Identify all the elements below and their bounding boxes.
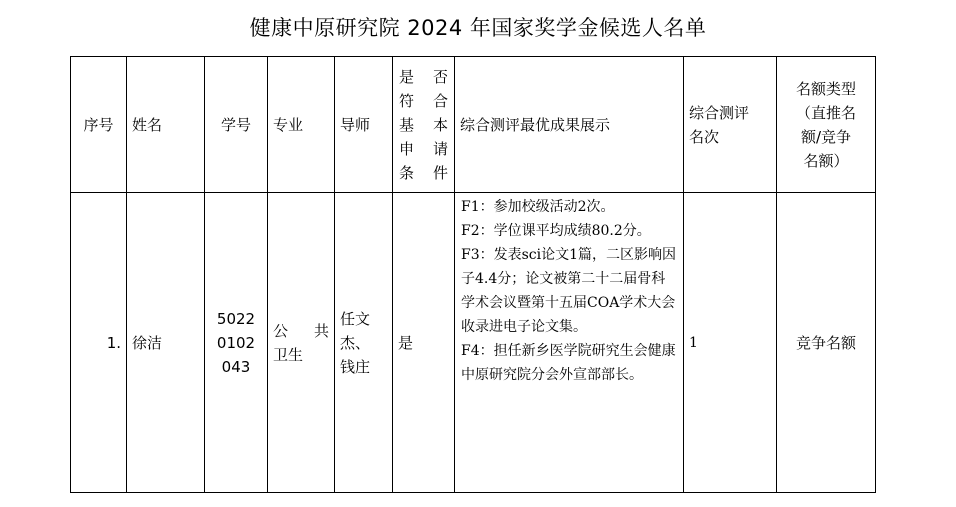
table-row xyxy=(71,193,876,493)
header-eligibility-line: 申请 xyxy=(399,139,448,158)
header-eligibility-line: 基本 xyxy=(399,115,448,134)
header-eligibility-line: 条件 xyxy=(399,163,448,182)
cell-student-id-line: 043 xyxy=(221,357,251,376)
header-eligibility-line: 符合 xyxy=(399,91,448,110)
cell-major-line: 卫生 xyxy=(273,345,304,364)
cell-advisor xyxy=(335,193,393,493)
header-row xyxy=(71,57,876,193)
cell-advisor-line: 杰、 xyxy=(340,333,371,352)
header-advisor: 导师 xyxy=(335,57,393,193)
header-quota-type xyxy=(777,57,876,193)
header-major: 专业 xyxy=(268,57,335,193)
header-results: 综合测评最优成果展示 xyxy=(455,57,684,193)
cell-major-line: 公共 xyxy=(273,321,329,340)
header-quota-line: 名额类型 xyxy=(795,79,856,98)
cell-student-id-line: 0102 xyxy=(216,333,256,352)
cell-quota-type: 竞争名额 xyxy=(777,193,876,493)
header-name: 姓名 xyxy=(127,57,205,193)
header-eligibility-line: 是否 xyxy=(399,67,448,86)
header-student-id: 学号 xyxy=(205,57,268,193)
header-eligibility xyxy=(393,57,455,193)
cell-rank: 1 xyxy=(684,193,777,493)
header-rank-line: 名次 xyxy=(689,127,720,146)
header-quota-line: （直推名 xyxy=(795,103,856,122)
cell-student-id-line: 5022 xyxy=(216,309,256,328)
header-index: 序号 xyxy=(71,57,127,193)
candidate-table xyxy=(70,56,876,493)
result-item: F1：参加校级活动2次。 xyxy=(461,199,615,215)
cell-name: 徐洁 xyxy=(127,193,205,493)
header-rank xyxy=(684,57,777,193)
result-item: F3：发表sci论文1篇，二区影响因子4.4分；论文被第二十二届骨科学术会议暨第十五届COA学术大会收录进电子论文集。 xyxy=(461,247,677,335)
cell-advisor-line: 钱庄 xyxy=(340,357,371,376)
cell-advisor-line: 任文 xyxy=(340,309,371,328)
cell-index: 1. xyxy=(71,193,127,493)
cell-eligibility: 是 xyxy=(393,193,455,493)
cell-student-id xyxy=(205,193,268,493)
cell-major xyxy=(268,193,335,493)
header-quota-line: 额/竞争 xyxy=(800,127,852,146)
page-title: 健康中原研究院 2024 年国家奖学金候选人名单 xyxy=(249,16,707,40)
cell-results xyxy=(455,193,684,493)
result-item: F2：学位课平均成绩80.2分。 xyxy=(461,223,651,239)
header-rank-line: 综合测评 xyxy=(689,103,750,122)
header-quota-line: 名额） xyxy=(803,151,849,170)
result-item: F4：担任新乡医学院研究生会健康中原研究院分会外宣部部长。 xyxy=(461,343,676,383)
